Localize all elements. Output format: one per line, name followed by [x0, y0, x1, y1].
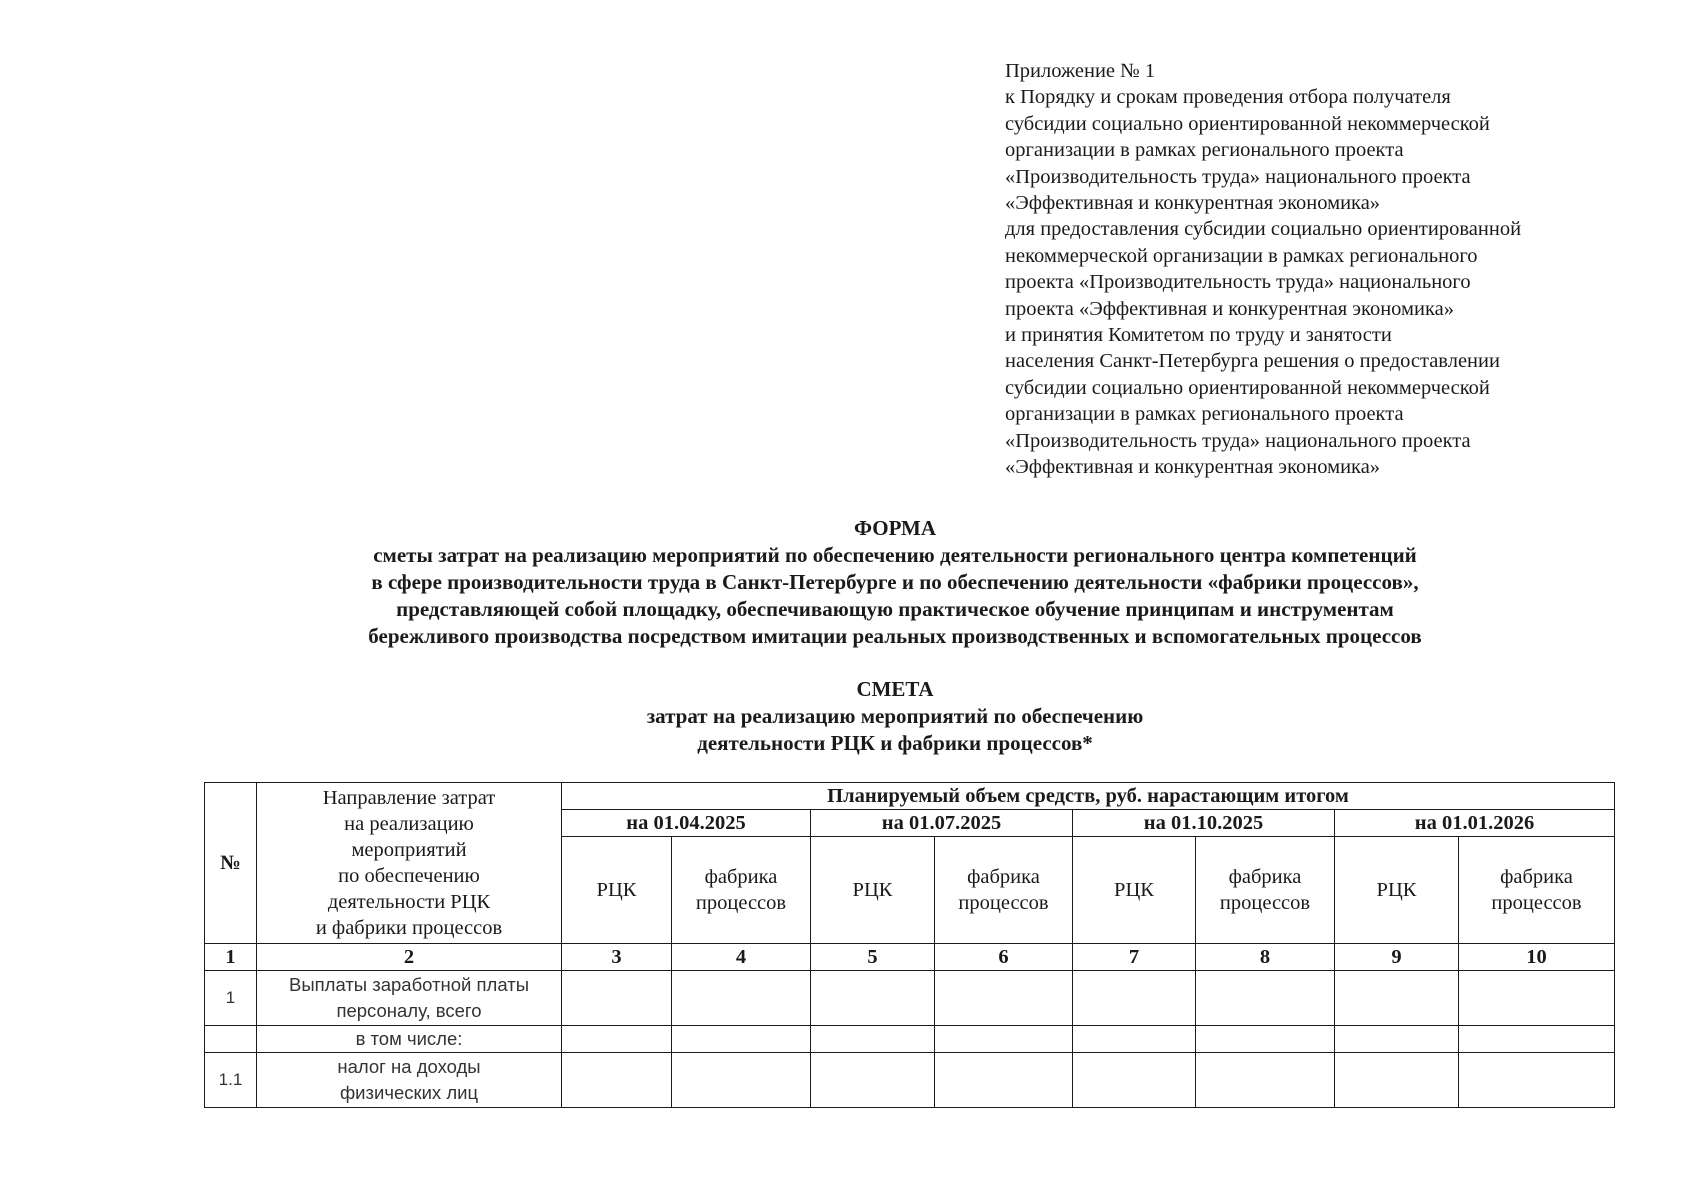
value-cell[interactable] — [1335, 971, 1459, 1026]
rck-column-header: РЦК — [1073, 837, 1196, 944]
appendix-line: населения Санкт-Петербурга решения о предоставлении — [1005, 350, 1500, 373]
value-cell[interactable] — [811, 971, 935, 1026]
date-header: на 01.10.2025 — [1073, 810, 1335, 837]
value-cell[interactable] — [562, 1026, 672, 1053]
value-cell[interactable] — [1335, 1026, 1459, 1053]
value-cell[interactable] — [1459, 1026, 1615, 1053]
form-title-line: в сфере производительности труда в Санкт-Петербурге и по обеспечению деятельности «фабрики процессов», — [371, 570, 1419, 594]
factory-column-header: фабрика процессов — [1459, 837, 1615, 944]
form-heading: ФОРМА — [853, 516, 937, 540]
num-column-header: № — [205, 783, 257, 944]
column-number: 7 — [1073, 944, 1196, 971]
smeta-title-line: затрат на реализацию мероприятий по обеспечению — [646, 704, 1144, 728]
rck-column-header: РЦК — [811, 837, 935, 944]
value-cell[interactable] — [1073, 1026, 1196, 1053]
column-number: 4 — [672, 944, 811, 971]
row-number — [205, 1026, 257, 1053]
value-cell[interactable] — [811, 1053, 935, 1108]
appendix-line: организации в рамках регионального проекта — [1005, 403, 1404, 426]
value-cell[interactable] — [1073, 1053, 1196, 1108]
value-cell[interactable] — [935, 1026, 1073, 1053]
direction-header-line: по обеспечению — [338, 865, 480, 887]
value-cell[interactable] — [1459, 971, 1615, 1026]
row-number: 1.1 — [205, 1053, 257, 1108]
direction-cell: в том числе: — [257, 1026, 562, 1053]
direction-header-line: на реализацию — [344, 813, 474, 835]
direction-header-line: и фабрики процессов — [315, 917, 503, 939]
factory-column-header: фабрика процессов — [935, 837, 1073, 944]
appendix-line: «Эффективная и конкурентная экономика» — [1005, 456, 1381, 479]
appendix-line: Приложение № 1 — [1005, 60, 1156, 82]
column-number: 6 — [935, 944, 1073, 971]
smeta-heading: СМЕТА — [856, 677, 934, 701]
form-title-line: бережливого производства посредством имитации реальных производственных и вспомогательных процессов — [368, 624, 1422, 648]
value-cell[interactable] — [1196, 1053, 1335, 1108]
appendix-line: некоммерческой организации в рамках регионального — [1005, 244, 1478, 267]
date-header: на 01.07.2025 — [811, 810, 1073, 837]
column-number: 1 — [205, 944, 257, 971]
form-title-line: представляющей собой площадку, обеспечивающую практическое обучение принципам и инструментам — [396, 597, 1394, 621]
smeta-title — [0, 676, 1698, 757]
smeta-table — [204, 782, 1615, 1108]
date-header: на 01.01.2026 — [1335, 810, 1615, 837]
factory-column-header: фабрика процессов — [1196, 837, 1335, 944]
value-cell[interactable] — [562, 971, 672, 1026]
factory-column-header: фабрика процессов — [672, 837, 811, 944]
appendix-line: «Производительность труда» национального проекта — [1005, 429, 1471, 452]
column-number: 2 — [257, 944, 562, 971]
appendix-line: организации в рамках регионального проекта — [1005, 139, 1404, 162]
rck-column-header: РЦК — [562, 837, 672, 944]
direction-header-line: мероприятий — [351, 839, 467, 861]
appendix-line: и принятия Комитетом по труду и занятости — [1005, 324, 1392, 347]
appendix-line: проекта «Эффективная и конкурентная экономика» — [1005, 297, 1454, 320]
value-cell[interactable] — [1459, 1053, 1615, 1108]
header-row-planned — [205, 783, 1615, 810]
value-cell[interactable] — [1196, 1026, 1335, 1053]
smeta-title-line: деятельности РЦК и фабрики процессов* — [697, 731, 1093, 755]
column-number: 3 — [562, 944, 672, 971]
value-cell[interactable] — [935, 1053, 1073, 1108]
table-row — [205, 1053, 1615, 1108]
column-number-row — [205, 944, 1615, 971]
appendix-line: субсидии социально ориентированной некоммерческой — [1005, 112, 1490, 135]
appendix-line: «Эффективная и конкурентная экономика» — [1005, 192, 1381, 215]
table-row — [205, 971, 1615, 1026]
direction-cell: налог на доходы физических лиц — [257, 1053, 562, 1108]
direction-column-header — [257, 783, 562, 944]
table-row — [205, 1026, 1615, 1053]
direction-header-line: Направление затрат — [322, 787, 496, 809]
planned-volume-header: Планируемый объем средств, руб. нарастающим итогом — [562, 783, 1615, 810]
column-number: 9 — [1335, 944, 1459, 971]
appendix-line: к Порядку и срокам проведения отбора получателя — [1005, 86, 1451, 109]
value-cell[interactable] — [1335, 1053, 1459, 1108]
appendix-line: субсидии социально ориентированной некоммерческой — [1005, 376, 1490, 399]
column-number: 10 — [1459, 944, 1615, 971]
rck-column-header: РЦК — [1335, 837, 1459, 944]
value-cell[interactable] — [1196, 971, 1335, 1026]
appendix-block — [1005, 58, 1645, 481]
value-cell[interactable] — [562, 1053, 672, 1108]
value-cell[interactable] — [935, 971, 1073, 1026]
value-cell[interactable] — [672, 1026, 811, 1053]
value-cell[interactable] — [672, 971, 811, 1026]
form-title-line: сметы затрат на реализацию мероприятий по обеспечению деятельности регионального центра компетенций — [373, 543, 1417, 567]
appendix-line: проекта «Производительность труда» национального — [1005, 271, 1471, 294]
appendix-line: для предоставления субсидии социально ориентированной — [1005, 218, 1522, 241]
value-cell[interactable] — [672, 1053, 811, 1108]
row-number: 1 — [205, 971, 257, 1026]
value-cell[interactable] — [1073, 971, 1196, 1026]
form-title — [0, 515, 1698, 650]
appendix-line: «Производительность труда» национального проекта — [1005, 165, 1471, 188]
direction-cell: Выплаты заработной платы персоналу, всего — [257, 971, 562, 1026]
value-cell[interactable] — [811, 1026, 935, 1053]
date-header: на 01.04.2025 — [562, 810, 811, 837]
direction-header-line: деятельности РЦК — [327, 891, 491, 913]
column-number: 5 — [811, 944, 935, 971]
column-number: 8 — [1196, 944, 1335, 971]
